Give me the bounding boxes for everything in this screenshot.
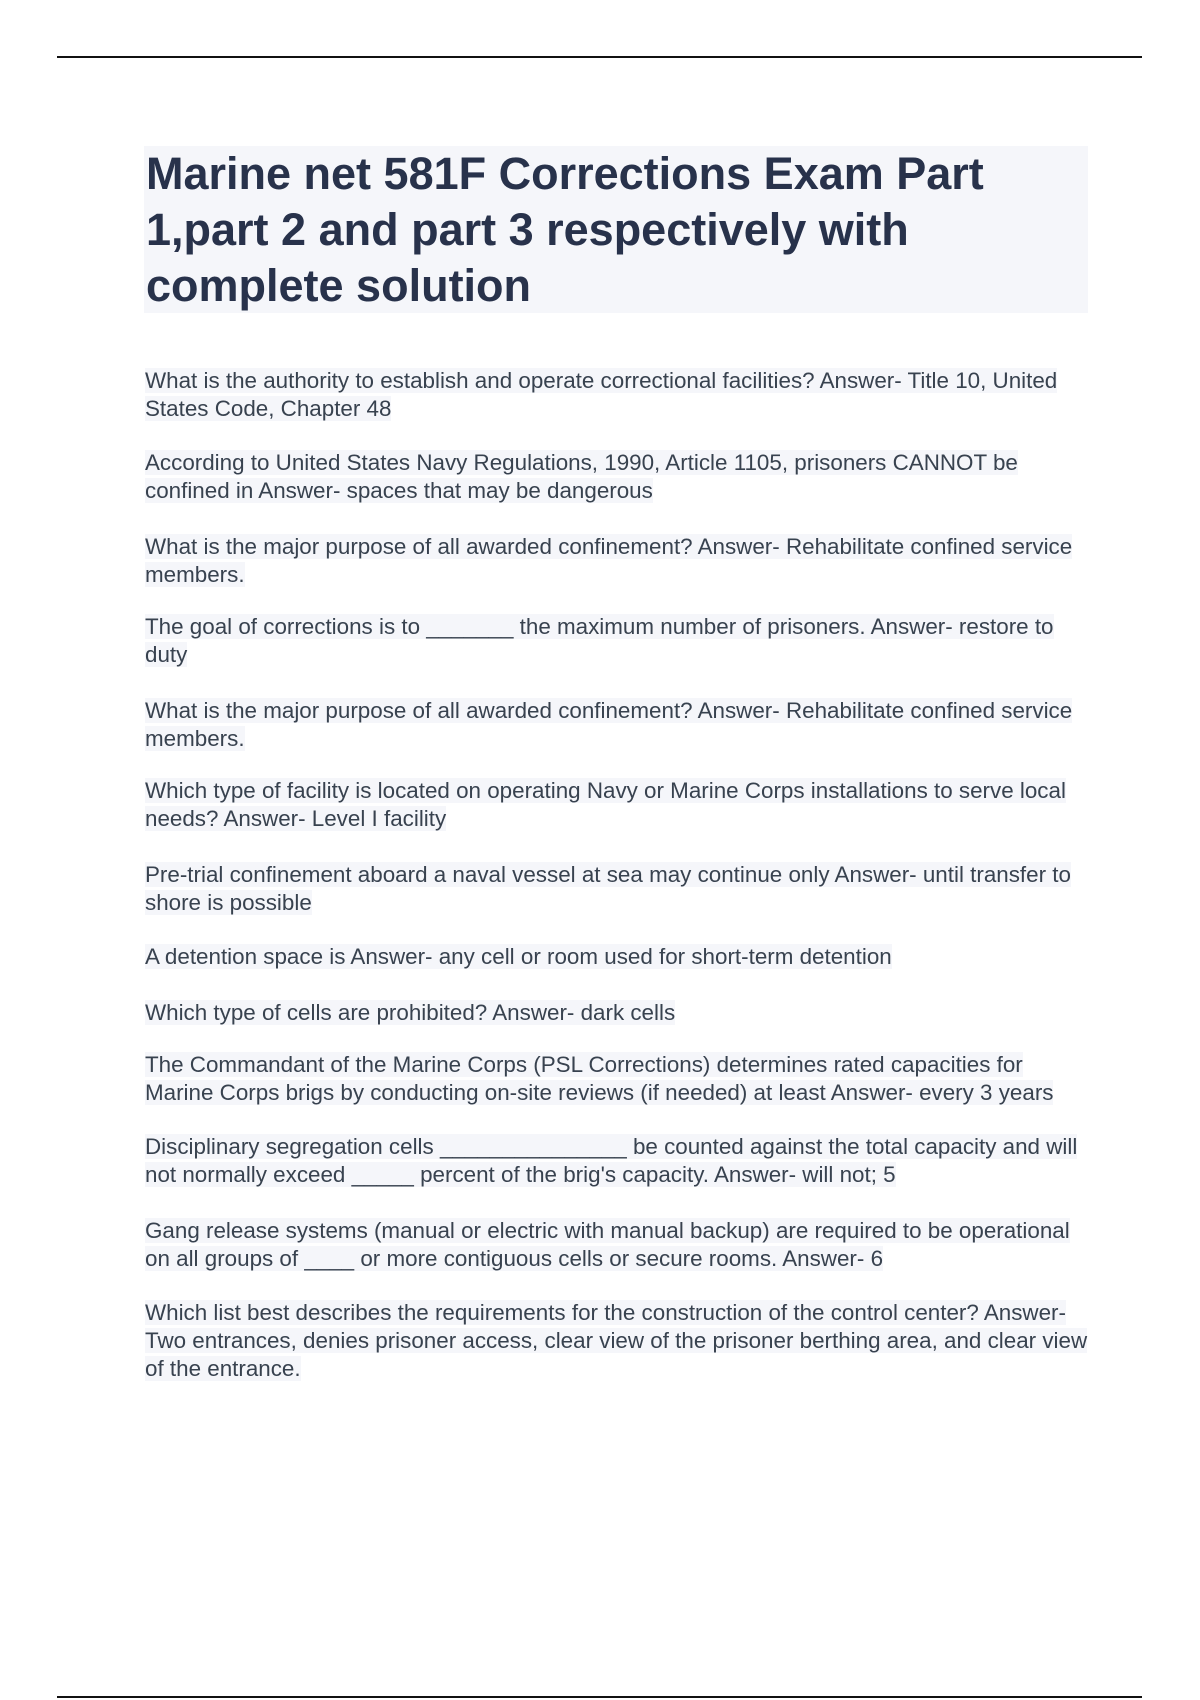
qa-item [145, 1299, 1090, 1383]
qa-item [145, 1133, 1090, 1189]
qa-text: What is the major purpose of all awarded confinement? Answer- Rehabilitate confined service members. [145, 698, 1073, 751]
qa-item [145, 697, 1090, 753]
qa-text: Gang release systems (manual or electric with manual backup) are required to be operational on all groups of ____ or more contiguous cells or secure rooms. Answer- 6 [145, 1218, 1070, 1271]
bottom-rule [57, 1696, 1142, 1698]
qa-text: The goal of corrections is to _______ the maximum number of prisoners. Answer- restore to duty [145, 614, 1054, 667]
qa-item [145, 449, 1090, 505]
qa-text: Disciplinary segregation cells _______________ be counted against the total capacity and will not normally exceed _____ percent of the brig's capacity. Answer- will not; 5 [145, 1134, 1078, 1187]
qa-item [145, 999, 1090, 1027]
qa-item [145, 613, 1090, 669]
document-title: Marine net 581F Corrections Exam Part 1,part 2 and part 3 respectively with complete solution [146, 148, 984, 311]
qa-item [145, 533, 1090, 589]
qa-item [145, 861, 1090, 917]
qa-text: Which list best describes the requirements for the construction of the control center? Answer- Two entrances, denies prisoner access, clear view of the prisoner berthing area, and clear view of the entrance. [145, 1300, 1088, 1381]
qa-item [145, 1051, 1090, 1107]
qa-text: A detention space is Answer- any cell or room used for short-term detention [145, 944, 892, 969]
qa-item [145, 777, 1090, 833]
top-rule [57, 56, 1142, 58]
qa-text: Which type of cells are prohibited? Answer- dark cells [145, 1000, 676, 1025]
qa-item [145, 1217, 1090, 1273]
qa-item [145, 943, 1090, 971]
qa-text: What is the major purpose of all awarded confinement? Answer- Rehabilitate confined service members. [145, 534, 1073, 587]
qa-text: According to United States Navy Regulations, 1990, Article 1105, prisoners CANNOT be confined in Answer- spaces that may be dangerous [145, 450, 1018, 503]
qa-text: Pre-trial confinement aboard a naval vessel at sea may continue only Answer- until transfer to shore is possible [145, 862, 1071, 915]
qa-item [145, 367, 1090, 423]
qa-list [145, 367, 1090, 1383]
qa-text: Which type of facility is located on operating Navy or Marine Corps installations to serve local needs? Answer- Level I facility [145, 778, 1066, 831]
qa-text: The Commandant of the Marine Corps (PSL Corrections) determines rated capacities for Marine Corps brigs by conducting on-site reviews (if needed) at least Answer- every 3 years [145, 1052, 1054, 1105]
qa-text: What is the authority to establish and operate correctional facilities? Answer- Title 10, United States Code, Chapter 48 [145, 368, 1058, 421]
